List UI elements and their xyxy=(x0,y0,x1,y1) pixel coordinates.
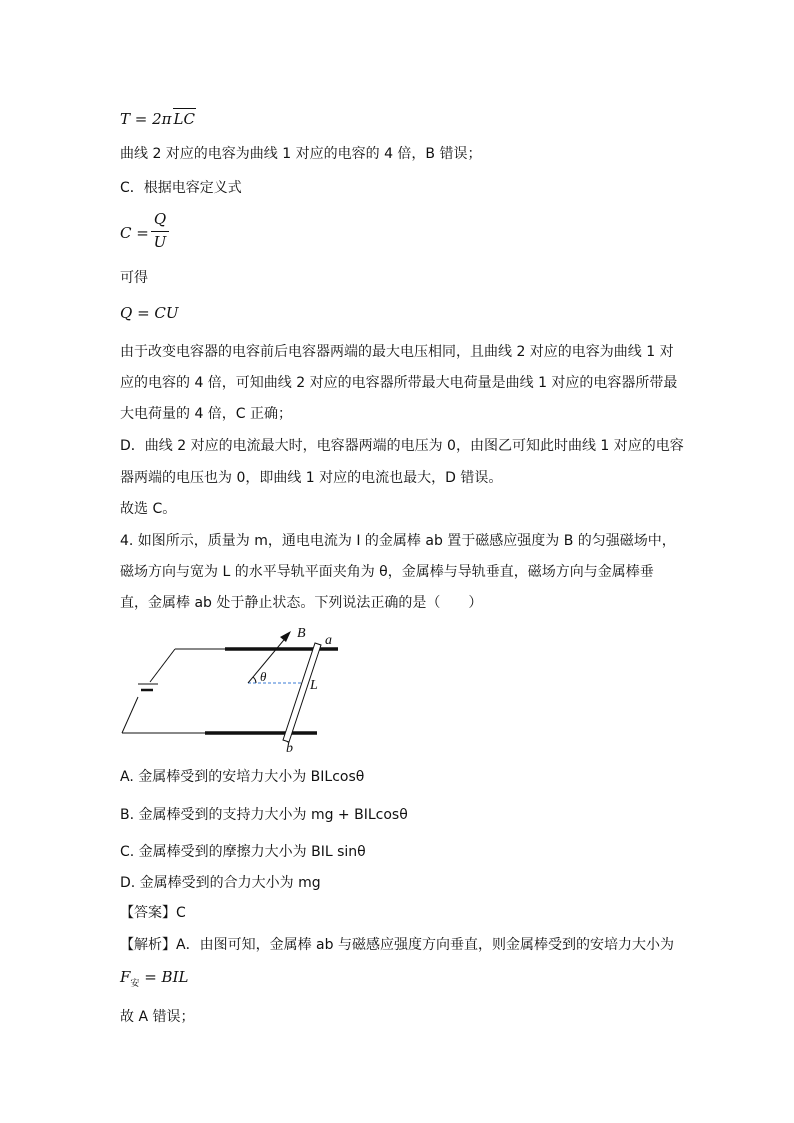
text-line: 故选 C。 xyxy=(120,501,177,517)
question-text: 4. 如图所示，质量为 m，通电电流为 I 的金属棒 ab 置于磁感应强度为 B 的匀强磁场中， xyxy=(120,533,676,549)
text-line: 大电荷量的 4 倍，C 正确； xyxy=(120,406,293,422)
question-text: 直，金属棒 ab 处于静止状态。下列说法正确的是（ ） xyxy=(120,595,483,611)
label-a: a xyxy=(325,633,332,648)
formula-charge: Q = CU xyxy=(120,304,179,322)
label-b-end: b xyxy=(286,741,293,756)
formula-capacitance xyxy=(120,210,180,250)
text-line: 器两端的电压也为 0，即曲线 1 对应的电流也最大，D 错误。 xyxy=(120,470,503,486)
rail-icon xyxy=(205,649,338,733)
text-line: 曲线 2 对应的电容为曲线 1 对应的电容的 4 倍，B 错误； xyxy=(120,146,482,162)
analysis-text: 【解析】A．由图可知，金属棒 ab 与磁感应强度方向垂直，则金属棒受到的安培力大小为 xyxy=(120,937,674,953)
formula-capacitance-lhs: C = xyxy=(120,224,149,242)
label-b-field: B xyxy=(297,626,306,641)
option-c[interactable]: C. 金属棒受到的摩擦力大小为 BIL sinθ xyxy=(120,844,366,860)
answer-label: 【答案】C xyxy=(120,905,186,921)
text-line: 故 A 错误； xyxy=(120,1009,195,1025)
formula-force-subscript: 安 xyxy=(130,979,140,989)
text-line: D．曲线 2 对应的电流最大时，电容器两端的电压为 0，由图乙可知此时曲线 1 对应的电容 xyxy=(120,438,684,454)
text-line: 由于改变电容器的电容前后电容器两端的最大电压相同，且曲线 2 对应的电容为曲线 1 对 xyxy=(120,344,674,360)
formula-force-rhs: = BIL xyxy=(139,968,189,986)
text-line: C．根据电容定义式 xyxy=(120,180,242,196)
text-line: 可得 xyxy=(120,270,148,286)
question-text: 磁场方向与宽为 L 的水平导轨平面夹角为 θ，金属棒与导轨垂直，磁场方向与金属棒垂 xyxy=(120,564,654,580)
circuit-wire xyxy=(122,649,225,733)
option-d[interactable]: D. 金属棒受到的合力大小为 mg xyxy=(120,875,321,891)
angle-arc-icon xyxy=(253,677,256,683)
text-line: 应的电容的 4 倍，可知曲线 2 对应的电容器所带最大电荷量是曲线 1 对应的电容器所带最 xyxy=(120,375,678,391)
circuit-diagram xyxy=(110,620,350,760)
magnetic-field-arrow-icon xyxy=(248,631,291,683)
option-b[interactable]: B. 金属棒受到的支持力大小为 mg + BILcosθ xyxy=(120,807,408,823)
formula-force-symbol: F xyxy=(120,968,131,986)
formula-ampere-force xyxy=(120,967,188,994)
label-theta: θ xyxy=(260,669,267,684)
battery-icon xyxy=(138,684,158,690)
label-l: L xyxy=(310,678,318,693)
formula-numerator: Q xyxy=(153,210,167,228)
fraction-bar xyxy=(151,231,169,232)
formula-period-radicand: LC xyxy=(173,110,195,128)
formula-period-lhs: T = 2π xyxy=(120,110,172,128)
formula-denominator: U xyxy=(153,233,167,251)
option-a[interactable]: A. 金属棒受到的安培力大小为 BILcosθ xyxy=(120,769,365,785)
formula-period xyxy=(120,108,196,129)
